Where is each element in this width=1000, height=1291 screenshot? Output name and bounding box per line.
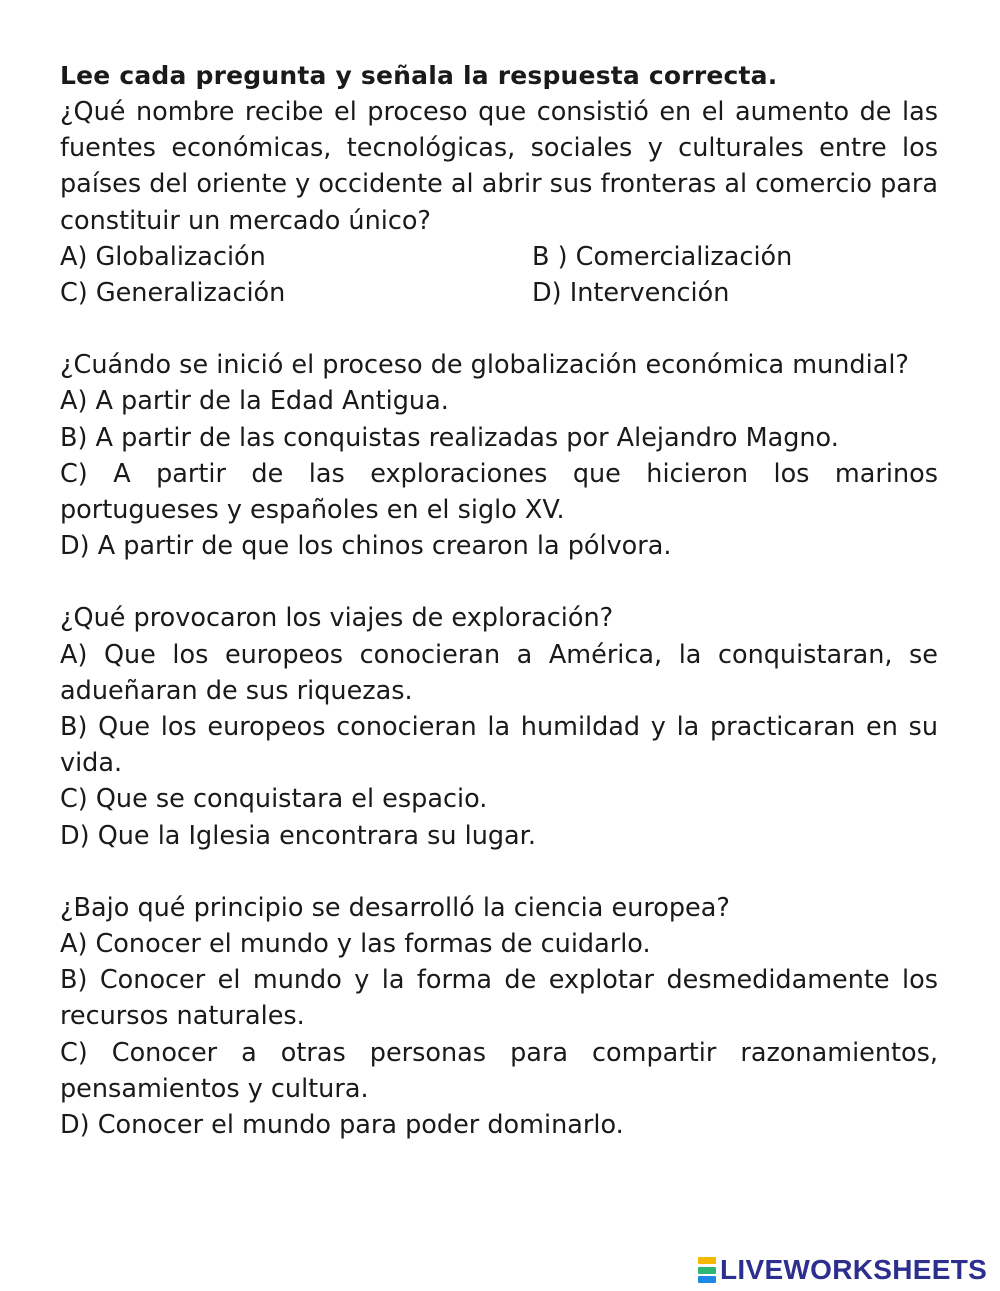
question-3 — [60, 600, 938, 853]
option-b[interactable]: B) Que los europeos conocieran la humildad y la practicaran en su vida. — [60, 712, 938, 779]
logo-block — [698, 1257, 716, 1264]
logo-block — [698, 1267, 716, 1274]
option-d[interactable]: D) Intervención — [532, 278, 730, 309]
option-c[interactable]: C) A partir de las exploraciones que hicieron los marinos portugueses y españoles en el siglo XV. — [60, 458, 938, 526]
option-a[interactable]: A) Que los europeos conocieran a América, la conquistaran, se adueñaran de sus riquezas. — [60, 639, 938, 706]
brand-name: LIVEWORKSHEETS — [720, 1254, 988, 1285]
option-c[interactable]: C) Conocer a otras personas para compartir razonamientos, pensamientos y cultura. — [60, 1037, 938, 1104]
option-d[interactable]: D) Conocer el mundo para poder dominarlo. — [60, 1110, 624, 1141]
option-d[interactable]: D) Que la Iglesia encontrara su lugar. — [60, 820, 536, 851]
question-4 — [60, 890, 938, 1143]
options-row — [60, 239, 938, 275]
question-1 — [60, 94, 938, 311]
liveworksheets-logo-icon — [698, 1257, 716, 1283]
option-a[interactable]: A) A partir de la Edad Antigua. — [60, 386, 449, 417]
option-c[interactable]: C) Que se conquistara el espacio. — [60, 784, 488, 815]
option-d[interactable]: D) A partir de que los chinos crearon la pólvora. — [60, 531, 672, 562]
option-b[interactable]: B) A partir de las conquistas realizadas por Alejandro Magno. — [60, 422, 839, 453]
question-text: ¿Bajo qué principio se desarrolló la ciencia europea? — [60, 892, 730, 923]
liveworksheets-logo — [698, 1255, 987, 1285]
option-c[interactable]: C) Generalización — [60, 278, 286, 309]
question-text: ¿Qué provocaron los viajes de exploración? — [60, 603, 614, 634]
question-text: ¿Cuándo se inició el proceso de globalización económica mundial? — [60, 350, 909, 381]
options-row — [60, 275, 938, 311]
instructions: Lee cada pregunta y señala la respuesta correcta. — [60, 61, 778, 90]
question-text: ¿Qué nombre recibe el proceso que consistió en el aumento de las fuentes económicas, tecnológicas, sociales y culturales entre los países del oriente y occidente al abrir sus fronteras al comercio para constituir un mercado único? — [60, 97, 938, 236]
logo-block — [698, 1276, 716, 1283]
option-b[interactable]: B) Conocer el mundo y la forma de explotar desmedidamente los recursos naturales. — [60, 965, 938, 1032]
option-a[interactable]: A) Conocer el mundo y las formas de cuidarlo. — [60, 929, 651, 960]
option-b[interactable]: B ) Comercialización — [532, 241, 793, 272]
question-2 — [60, 347, 938, 564]
worksheet — [60, 58, 938, 1143]
option-a[interactable]: A) Globalización — [60, 241, 266, 272]
